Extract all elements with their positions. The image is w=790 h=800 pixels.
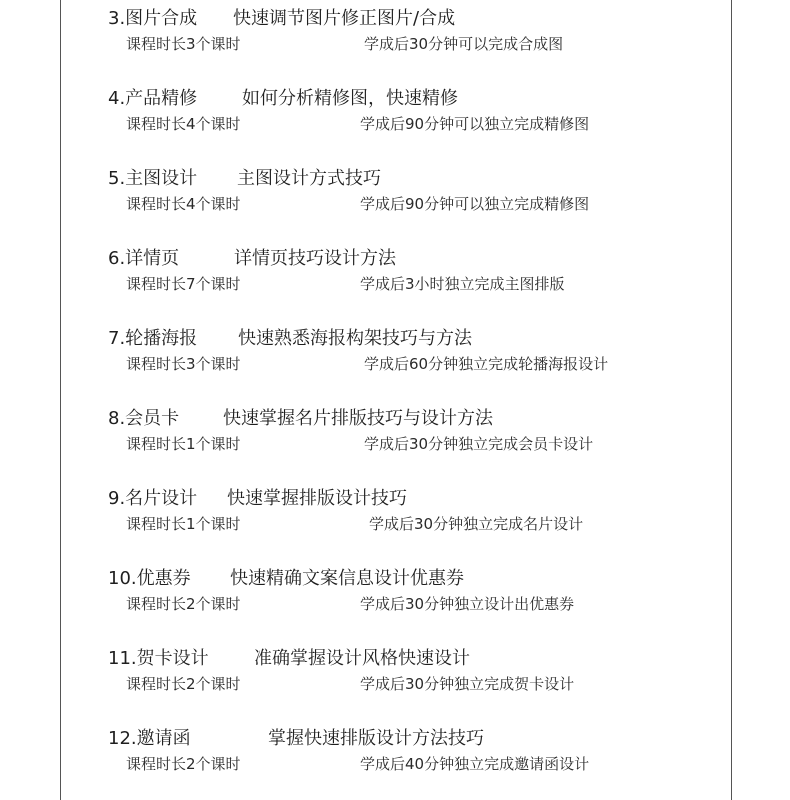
lesson-title-row [108,647,470,671]
lesson-duration: 课程时长3个课时 [126,355,241,373]
lesson-outcome: 学成后90分钟可以独立完成精修图 [360,195,590,213]
lesson-description: 详情页技巧设计方法 [234,248,396,269]
lesson-item [108,87,728,147]
lesson-description: 快速掌握名片排版技巧与设计方法 [223,408,493,429]
left-border-line [60,0,61,800]
lesson-item [108,407,728,467]
lesson-title-row [108,487,407,511]
lesson-item [108,727,728,787]
lesson-duration: 课程时长3个课时 [126,35,241,53]
lesson-description: 准确掌握设计风格快速设计 [254,648,470,669]
lesson-duration: 课程时长4个课时 [126,195,241,213]
lesson-title-row [108,87,458,111]
lesson-outcome: 学成后30分钟独立完成名片设计 [369,515,584,533]
lesson-title-row [108,727,484,751]
lesson-title: 4.产品精修 [108,88,198,109]
lesson-description: 掌握快速排版设计方法技巧 [268,728,484,749]
lesson-duration: 课程时长2个课时 [126,755,241,773]
lesson-item [108,567,728,627]
lesson-title: 3.图片合成 [108,8,198,29]
lesson-duration: 课程时长1个课时 [126,435,241,453]
lesson-item [108,327,728,387]
lesson-title: 5.主图设计 [108,168,198,189]
lesson-outcome: 学成后30分钟独立设计出优惠券 [360,595,575,613]
lesson-title: 8.会员卡 [108,408,180,429]
lesson-description: 快速掌握排版设计技巧 [227,488,407,509]
lesson-title: 7.轮播海报 [108,328,198,349]
lesson-description: 如何分析精修图，快速精修 [242,88,458,109]
lesson-item [108,487,728,547]
lesson-duration: 课程时长2个课时 [126,675,241,693]
lesson-title-row [108,167,381,191]
lesson-outcome: 学成后3小时独立完成主图排版 [360,275,565,293]
lesson-description: 快速调节图片修正图片/合成 [233,8,456,29]
lesson-outcome: 学成后30分钟可以完成合成图 [364,35,564,53]
lesson-duration: 课程时长7个课时 [126,275,241,293]
lesson-outcome: 学成后60分钟独立完成轮播海报设计 [364,355,609,373]
lesson-item [108,247,728,307]
lesson-title-row [108,407,493,431]
lesson-duration: 课程时长4个课时 [126,115,241,133]
lesson-title: 12.邀请函 [108,728,191,749]
lesson-title-row [108,327,472,351]
lesson-title: 10.优惠券 [108,568,191,589]
lesson-outcome: 学成后30分钟独立完成会员卡设计 [364,435,594,453]
lesson-item [108,7,728,67]
lesson-title: 6.详情页 [108,248,180,269]
lesson-description: 快速熟悉海报构架技巧与方法 [238,328,472,349]
lesson-title-row [108,7,456,31]
lesson-description: 快速精确文案信息设计优惠券 [230,568,464,589]
lesson-duration: 课程时长1个课时 [126,515,241,533]
lesson-title-row [108,247,396,271]
lesson-title-row [108,567,464,591]
lesson-outcome: 学成后40分钟独立完成邀请函设计 [360,755,590,773]
lesson-description: 主图设计方式技巧 [237,168,381,189]
lesson-title: 9.名片设计 [108,488,198,509]
right-border-line [731,0,732,800]
lesson-outcome: 学成后30分钟独立完成贺卡设计 [360,675,575,693]
lesson-duration: 课程时长2个课时 [126,595,241,613]
lesson-item [108,647,728,707]
lesson-title: 11.贺卡设计 [108,648,209,669]
lesson-outcome: 学成后90分钟可以独立完成精修图 [360,115,590,133]
lesson-item [108,167,728,227]
